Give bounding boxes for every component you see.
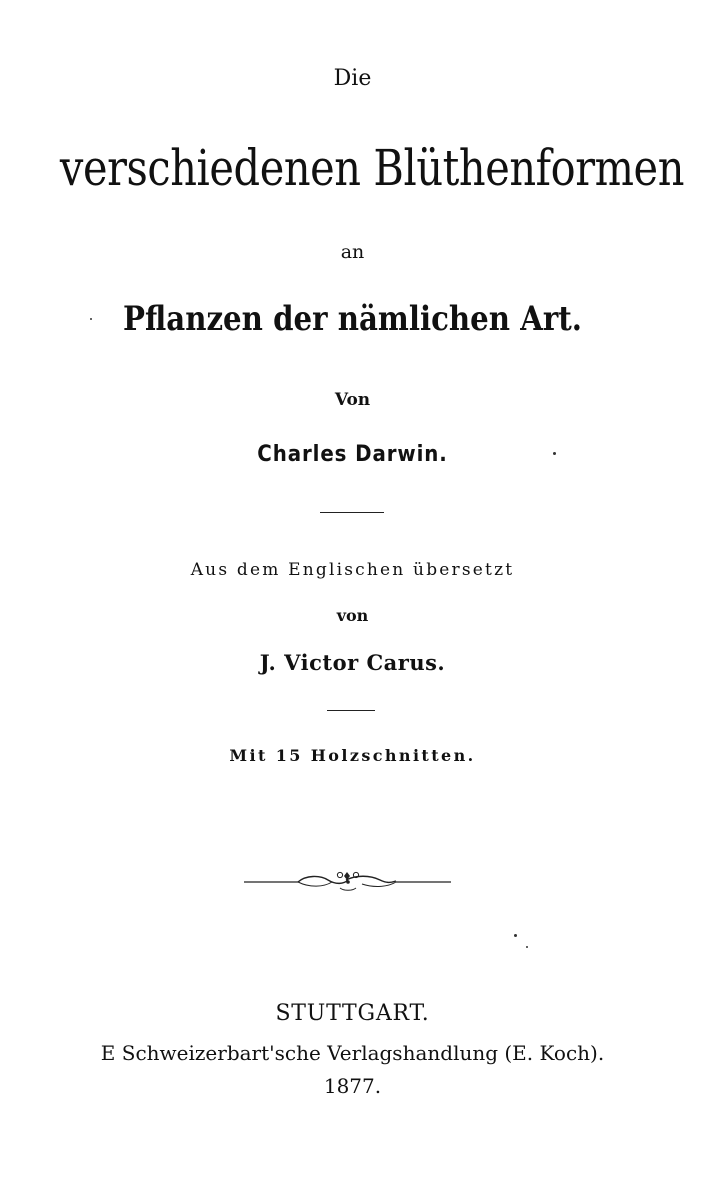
print-speck <box>553 452 556 455</box>
publication-city: STUTTGART. <box>275 1001 430 1026</box>
translation-note: Aus dem Englischen übersetzt <box>190 560 515 580</box>
translator-name: J. Victor Carus. <box>259 650 446 675</box>
print-speck <box>526 946 528 948</box>
print-speck <box>90 318 92 320</box>
publication-year: 1877. <box>323 1074 382 1098</box>
title-article: Die <box>333 66 372 91</box>
illustrations-note: Mit 15 Holzschnitten. <box>229 746 476 765</box>
translator-preposition: von <box>336 606 369 625</box>
ornament-flourish-icon <box>240 868 455 892</box>
book-title: verschiedenen Blüthenformen <box>59 139 685 197</box>
author-name: Charles Darwin. <box>257 442 448 467</box>
publisher: E Schweizerbart'sche Verlagshandlung (E. Koch). <box>100 1041 605 1065</box>
divider-rule <box>320 512 384 513</box>
author-preposition: Von <box>334 390 371 410</box>
print-speck <box>514 934 517 937</box>
divider-rule <box>327 710 375 711</box>
book-subtitle: Pflanzen der nämlichen Art. <box>123 299 582 339</box>
title-connector: an <box>340 241 365 263</box>
